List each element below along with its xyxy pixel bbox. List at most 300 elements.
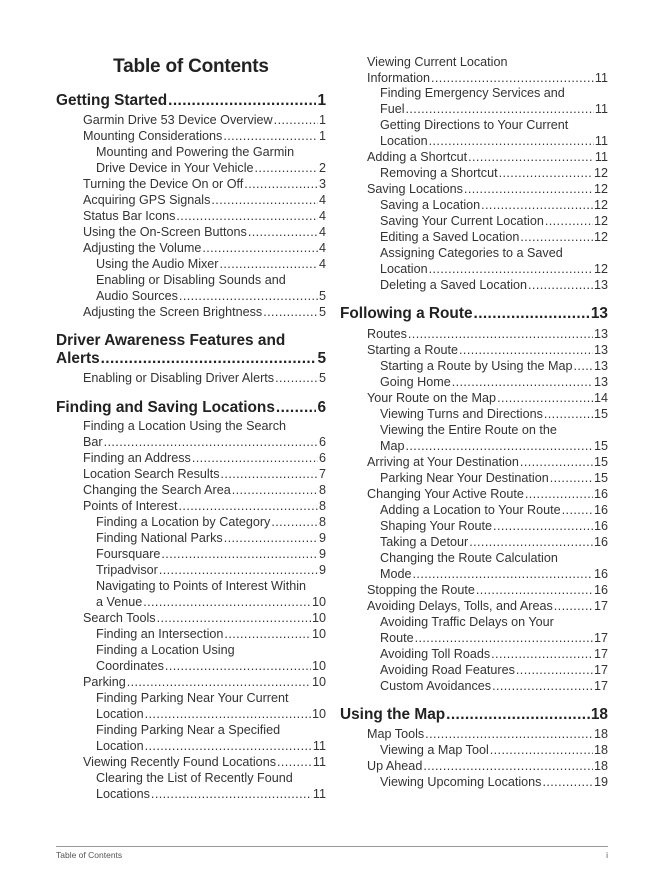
toc-dot-leader — [520, 455, 593, 471]
toc-section[interactable] — [83, 371, 326, 387]
toc-page-number: 9 — [318, 531, 326, 545]
toc-dot-leader — [179, 289, 318, 305]
toc-dot-leader — [223, 129, 318, 145]
toc-section[interactable] — [367, 455, 608, 471]
toc-page-number: 18 — [593, 743, 608, 757]
toc-page-number: 16 — [593, 535, 608, 549]
toc-entry-text: Map Tools — [367, 727, 425, 741]
toc-entry-text: Search Tools — [83, 611, 156, 625]
toc-section[interactable] — [367, 759, 608, 775]
toc-dot-leader — [159, 563, 318, 579]
toc-dot-leader — [431, 71, 594, 87]
toc-page-number: 5 — [317, 350, 326, 367]
toc-section[interactable] — [83, 419, 326, 451]
toc-entry-text: Arriving at Your Destination — [367, 455, 519, 469]
toc-entry-text: Up Ahead — [367, 759, 423, 773]
toc-entry-text: Getting Started — [56, 92, 168, 109]
toc-dot-leader — [202, 241, 318, 257]
toc-dot-leader — [104, 435, 318, 451]
toc-entry-text: Information — [367, 70, 430, 85]
toc-page-number: 11 — [312, 786, 326, 801]
toc-page-number: 16 — [593, 503, 608, 517]
toc-page-number: 12 — [593, 182, 608, 196]
toc-entry-text: Shaping Your Route — [380, 519, 493, 533]
toc-page-number: 1 — [318, 129, 326, 143]
toc-dot-leader — [127, 675, 311, 691]
toc-section[interactable] — [83, 675, 326, 691]
toc-page-number: 17 — [593, 679, 608, 693]
toc-subsection[interactable] — [380, 679, 608, 695]
toc-entry-text: Locations — [96, 786, 150, 801]
toc-section[interactable] — [83, 177, 326, 193]
toc-section[interactable] — [367, 391, 608, 407]
toc-section[interactable] — [83, 113, 326, 129]
toc-page-number: 18 — [590, 706, 608, 723]
toc-page-number: 6 — [317, 399, 326, 416]
toc-page-number: 13 — [593, 359, 608, 373]
toc-entry-text: Enabling or Disabling Sounds and — [96, 273, 286, 287]
toc-page-number: 8 — [318, 483, 326, 497]
toc-page-number: 10 — [311, 594, 326, 609]
toc-dot-leader — [464, 182, 593, 198]
toc-dot-leader — [192, 451, 318, 467]
toc-dot-leader — [459, 343, 593, 359]
toc-subsection[interactable] — [96, 579, 326, 611]
toc-page-number: 14 — [593, 391, 608, 405]
toc-section[interactable] — [83, 611, 326, 627]
toc-subsection[interactable] — [96, 547, 326, 563]
toc-entry-text: Bar — [83, 434, 103, 449]
toc-page-number: 10 — [311, 706, 326, 721]
toc-entry-text: Audio Sources — [96, 288, 178, 303]
toc-subsection[interactable] — [96, 145, 326, 177]
toc-section[interactable] — [83, 305, 326, 321]
toc-page-number: 15 — [593, 471, 608, 485]
footer-page-number: i — [606, 850, 608, 860]
toc-page-number: 9 — [318, 547, 326, 561]
toc-entry-text: Viewing Turns and Directions — [380, 407, 543, 421]
toc-entry-text: Finding Parking Near Your Current — [96, 691, 289, 705]
toc-page-number: 5 — [318, 288, 326, 303]
toc-chapter[interactable] — [340, 706, 608, 724]
toc-dot-leader — [545, 214, 593, 230]
toc-subsection[interactable] — [380, 647, 608, 663]
toc-entry-text: Taking a Detour — [380, 535, 469, 549]
toc-page-number: 4 — [318, 209, 326, 223]
toc-page-number: 12 — [593, 261, 608, 276]
toc-entry-text: Clearing the List of Recently Found — [96, 771, 293, 785]
toc-dot-leader — [274, 113, 318, 129]
toc-page-number: 18 — [593, 759, 608, 773]
toc-subsection[interactable] — [380, 214, 608, 230]
toc-entry-text: Custom Avoidances — [380, 679, 492, 693]
toc-entry-text: Finding an Intersection — [96, 627, 224, 641]
toc-dot-leader — [211, 193, 318, 209]
toc-page-number: 11 — [594, 70, 608, 85]
toc-dot-leader — [224, 531, 318, 547]
toc-subsection[interactable] — [380, 86, 608, 118]
toc-subsection[interactable] — [380, 198, 608, 214]
toc-entry-text: Fuel — [380, 101, 405, 116]
toc-dot-leader — [157, 611, 311, 627]
toc-dot-leader — [220, 257, 318, 273]
toc-dot-leader — [176, 209, 318, 225]
toc-page-number: 17 — [593, 599, 608, 613]
toc-entry-text: Mounting Considerations — [83, 129, 223, 143]
toc-entry-text: Adding a Shortcut — [367, 150, 468, 164]
toc-page-number: 16 — [593, 487, 608, 501]
toc-page-number: 13 — [593, 343, 608, 357]
toc-subsection[interactable] — [380, 230, 608, 246]
toc-entry-text: Saving Locations — [367, 182, 463, 196]
toc-dot-leader — [143, 595, 311, 611]
toc-section[interactable] — [83, 129, 326, 145]
page-footer — [56, 846, 608, 860]
toc-entry-text: a Venue — [96, 594, 143, 609]
toc-section[interactable] — [83, 241, 326, 257]
toc-page-number: 13 — [590, 305, 608, 322]
toc-page-number: 5 — [318, 305, 326, 319]
toc-page-number: 9 — [318, 563, 326, 577]
toc-subsection[interactable] — [96, 627, 326, 643]
toc-entry-text: Routes — [367, 327, 407, 341]
toc-entry-text: Adjusting the Volume — [83, 241, 202, 255]
toc-page-number: 8 — [318, 499, 326, 513]
toc-dot-leader — [520, 230, 593, 246]
toc-entry-text: Parking Near Your Destination — [380, 471, 549, 485]
toc-entry-text: Tripadvisor — [96, 563, 158, 577]
toc-entry-text: Your Route on the Map — [367, 391, 497, 405]
toc-entry-text: Finding an Address — [83, 451, 191, 465]
toc-subsection[interactable] — [380, 166, 608, 182]
toc-entry-text: Finding a Location by Category — [96, 515, 271, 529]
toc-chapter[interactable] — [56, 332, 326, 368]
toc-subsection[interactable] — [380, 359, 608, 375]
toc-dot-leader — [244, 177, 318, 193]
toc-dot-leader — [516, 663, 593, 679]
toc-dot-leader — [248, 225, 318, 241]
toc-dot-leader — [429, 134, 594, 150]
toc-entry-text: Navigating to Points of Interest Within — [96, 579, 306, 593]
toc-page-number: 15 — [593, 407, 608, 421]
toc-page-number: 5 — [318, 371, 326, 385]
toc-subsection[interactable] — [380, 519, 608, 535]
toc-dot-leader — [481, 198, 593, 214]
toc-dot-leader — [255, 161, 318, 177]
toc-entry-text: Viewing the Entire Route on the — [380, 423, 557, 437]
toc-page-number: 6 — [318, 451, 326, 465]
toc-entry-text: Avoiding Toll Roads — [380, 647, 491, 661]
toc-entry-text: Mounting and Powering the Garmin — [96, 145, 295, 159]
toc-dot-leader — [491, 647, 593, 663]
toc-subsection[interactable] — [380, 246, 608, 278]
toc-entry-text: Viewing Current Location — [367, 55, 508, 69]
toc-dot-leader — [429, 262, 593, 278]
toc-page-number: 4 — [318, 225, 326, 239]
toc-subsection[interactable] — [380, 775, 608, 791]
toc-entry-text: Going Home — [380, 375, 451, 389]
toc-dot-leader — [469, 535, 593, 551]
toc-dot-leader — [562, 503, 593, 519]
toc-dot-leader — [413, 567, 593, 583]
toc-dot-leader — [101, 350, 317, 368]
toc-page-number: 12 — [593, 166, 608, 180]
toc-section[interactable] — [83, 225, 326, 241]
toc-entry-text: Avoiding Delays, Tolls, and Areas — [367, 599, 553, 613]
toc-page-number: 13 — [593, 327, 608, 341]
toc-subsection[interactable] — [380, 503, 608, 519]
toc-entry-text: Using the On-Screen Buttons — [83, 225, 247, 239]
toc-dot-leader — [492, 679, 593, 695]
toc-entry-text: Saving a Location — [380, 198, 481, 212]
toc-section[interactable] — [367, 182, 608, 198]
toc-entry-text: Alerts — [56, 350, 100, 367]
toc-entry-text: Location — [380, 133, 428, 148]
toc-page-number: 12 — [593, 230, 608, 244]
toc-entry-text: Acquiring GPS Signals — [83, 193, 211, 207]
toc-entry-text: Removing a Shortcut — [380, 166, 498, 180]
toc-entry-text: Turning the Device On or Off — [83, 177, 244, 191]
toc-subsection[interactable] — [380, 375, 608, 391]
toc-subsection[interactable] — [96, 257, 326, 273]
toc-subsection[interactable] — [380, 615, 608, 647]
toc-page-number: 1 — [317, 92, 326, 109]
toc-entry-text: Starting a Route by Using the Map — [380, 359, 573, 373]
toc-entry-text: Route — [380, 630, 414, 645]
toc-dot-leader — [276, 399, 317, 417]
toc-subsection[interactable] — [380, 551, 608, 583]
toc-page-number: 10 — [311, 675, 326, 689]
toc-dot-leader — [574, 359, 593, 375]
toc-entry-text: Finding a Location Using — [96, 643, 235, 657]
toc-chapter[interactable] — [340, 305, 608, 323]
toc-page-number: 7 — [318, 467, 326, 481]
toc-section[interactable] — [83, 209, 326, 225]
toc-page-number: 17 — [593, 630, 608, 645]
toc-subsection[interactable] — [380, 743, 608, 759]
toc-dot-leader — [468, 150, 594, 166]
toc-subsection[interactable] — [96, 643, 326, 675]
toc-entry-text: Mode — [380, 566, 412, 581]
toc-subsection[interactable] — [96, 563, 326, 579]
toc-dot-leader — [165, 659, 311, 675]
toc-section[interactable] — [83, 755, 326, 771]
toc-dot-leader — [550, 471, 593, 487]
toc-chapter[interactable] — [56, 399, 326, 417]
page-title: Table of Contents — [113, 56, 269, 77]
toc-entry-text: Coordinates — [96, 658, 164, 673]
toc-entry-text: Finding a Location Using the Search — [83, 419, 287, 433]
toc-dot-leader — [275, 371, 318, 387]
toc-entry-text: Finding Parking Near a Specified — [96, 723, 281, 737]
toc-page-number: 12 — [593, 198, 608, 212]
toc-subsection[interactable] — [380, 663, 608, 679]
toc-entry-text: Drive Device in Your Vehicle — [96, 160, 254, 175]
toc-dot-leader — [406, 102, 594, 118]
toc-page-number: 10 — [311, 611, 326, 625]
toc-entry-text: Using the Audio Mixer — [96, 257, 219, 271]
toc-section[interactable] — [367, 55, 608, 87]
toc-dot-leader — [528, 278, 593, 294]
toc-entry-text: Enabling or Disabling Driver Alerts — [83, 371, 275, 385]
toc-entry-text: Status Bar Icons — [83, 209, 176, 223]
toc-page-number: 4 — [318, 257, 326, 271]
toc-subsection[interactable] — [380, 423, 608, 455]
toc-page-number: 10 — [311, 658, 326, 673]
toc-page-number: 11 — [312, 738, 326, 753]
toc-page-number: 17 — [593, 663, 608, 677]
toc-page-number: 1 — [318, 113, 326, 127]
toc-dot-leader — [232, 483, 318, 499]
toc-entry-text: Location — [96, 738, 144, 753]
toc-dot-leader — [151, 787, 312, 803]
toc-entry-text: Location — [380, 261, 428, 276]
toc-page-number: 3 — [318, 177, 326, 191]
toc-page-number: 16 — [593, 519, 608, 533]
toc-entry-text: Assigning Categories to a Saved — [380, 246, 563, 260]
toc-dot-leader — [446, 706, 590, 724]
toc-dot-leader — [277, 755, 312, 771]
toc-entry-text: Avoiding Road Features — [380, 663, 515, 677]
toc-entry-text: Location — [96, 706, 144, 721]
toc-entry-text: Editing a Saved Location — [380, 230, 520, 244]
toc-entry-text: Getting Directions to Your Current — [380, 118, 569, 132]
toc-subsection[interactable] — [96, 515, 326, 531]
toc-entry-text: Adjusting the Screen Brightness — [83, 305, 263, 319]
toc-page-number: 6 — [318, 434, 326, 449]
toc-section[interactable] — [367, 327, 608, 343]
toc-entry-text: Finding Emergency Services and — [380, 86, 565, 100]
toc-entry-text: Using the Map — [340, 706, 446, 723]
toc-dot-leader — [497, 391, 593, 407]
toc-page-number: 16 — [593, 566, 608, 581]
toc-dot-leader — [474, 305, 590, 323]
toc-entry-text: Finding National Parks — [96, 531, 223, 545]
toc-subsection[interactable] — [380, 471, 608, 487]
toc-dot-leader — [145, 739, 312, 755]
toc-page-number: 11 — [312, 755, 326, 769]
toc-entry-text: Viewing Upcoming Locations — [380, 775, 542, 789]
toc-subsection[interactable] — [380, 535, 608, 551]
toc-section[interactable] — [83, 467, 326, 483]
toc-subsection[interactable] — [96, 691, 326, 723]
toc-page-number: 15 — [593, 438, 608, 453]
toc-dot-leader — [415, 631, 593, 647]
toc-dot-leader — [490, 743, 593, 759]
toc-entry-text: Starting a Route — [367, 343, 459, 357]
toc-subsection[interactable] — [380, 118, 608, 150]
toc-page-number: 13 — [593, 278, 608, 292]
toc-dot-leader — [452, 375, 593, 391]
toc-dot-leader — [263, 305, 318, 321]
toc-section[interactable] — [367, 343, 608, 359]
toc-page-number: 15 — [593, 455, 608, 469]
toc-page-number: 17 — [593, 647, 608, 661]
toc-dot-leader — [161, 547, 318, 563]
toc-page-number: 10 — [311, 627, 326, 641]
toc-section[interactable] — [83, 193, 326, 209]
toc-page-number: 4 — [318, 193, 326, 207]
toc-section[interactable] — [367, 727, 608, 743]
toc-dot-leader — [544, 407, 593, 423]
toc-entry-text: Adding a Location to Your Route — [380, 503, 561, 517]
toc-dot-leader — [168, 92, 316, 110]
toc-page-number: 12 — [593, 214, 608, 228]
toc-entry-text: Points of Interest — [83, 499, 178, 513]
toc-subsection[interactable] — [380, 278, 608, 294]
toc-dot-leader — [221, 467, 318, 483]
toc-entry-text: Finding and Saving Locations — [56, 399, 275, 416]
toc-page-number: 8 — [318, 515, 326, 529]
toc-entry-text: Changing the Route Calculation — [380, 551, 558, 565]
toc-subsection[interactable] — [96, 273, 326, 305]
toc-entry-text: Saving Your Current Location — [380, 214, 544, 228]
toc-entry-text: Changing Your Active Route — [367, 487, 524, 501]
toc-dot-leader — [425, 727, 593, 743]
toc-dot-leader — [476, 583, 593, 599]
toc-subsection[interactable] — [96, 531, 326, 547]
toc-dot-leader — [493, 519, 593, 535]
toc-entry-text: Viewing a Map Tool — [380, 743, 489, 757]
toc-entry-text: Avoiding Traffic Delays on Your — [380, 615, 554, 629]
toc-entry-text: Deleting a Saved Location — [380, 278, 528, 292]
toc-subsection[interactable] — [96, 771, 326, 803]
toc-page-number: 11 — [594, 101, 608, 116]
toc-page-number: 19 — [593, 775, 608, 789]
toc-entry-text: Foursquare — [96, 547, 161, 561]
toc-entry-text: Changing the Search Area — [83, 483, 231, 497]
toc-subsection[interactable] — [96, 723, 326, 755]
toc-section[interactable] — [83, 483, 326, 499]
toc-page-number: 16 — [593, 583, 608, 597]
toc-entry-text: Location Search Results — [83, 467, 220, 481]
toc-page-number: 18 — [593, 727, 608, 741]
toc-dot-leader — [542, 775, 593, 791]
toc-dot-leader — [423, 759, 593, 775]
toc-dot-leader — [525, 487, 593, 503]
toc-section[interactable] — [367, 583, 608, 599]
toc-section[interactable] — [83, 499, 326, 515]
footer-section-label: Table of Contents — [56, 850, 123, 860]
toc-dot-leader — [145, 707, 311, 723]
toc-entry-text: Viewing Recently Found Locations — [83, 755, 276, 769]
toc-page-number: 11 — [594, 150, 608, 164]
toc-dot-leader — [408, 327, 593, 343]
toc-chapter[interactable] — [56, 92, 326, 110]
toc-page-number: 2 — [318, 160, 326, 175]
toc-dot-leader — [179, 499, 318, 515]
toc-entry-text: Driver Awareness Features and — [56, 332, 286, 349]
toc-dot-leader — [499, 166, 593, 182]
toc-section[interactable] — [83, 451, 326, 467]
toc-entry-text: Following a Route — [340, 305, 473, 322]
toc-entry-text: Parking — [83, 675, 126, 689]
toc-dot-leader — [224, 627, 311, 643]
toc-entry-text: Map — [380, 438, 405, 453]
toc-dot-leader — [271, 515, 318, 531]
toc-subsection[interactable] — [380, 407, 608, 423]
toc-dot-leader — [554, 599, 593, 615]
toc-entry-text: Garmin Drive 53 Device Overview — [83, 113, 273, 127]
toc-entry-text: Stopping the Route — [367, 583, 475, 597]
toc-page-number: 13 — [593, 375, 608, 389]
toc-section[interactable] — [367, 487, 608, 503]
toc-section[interactable] — [367, 599, 608, 615]
toc-page-number: 4 — [318, 241, 326, 255]
toc-section[interactable] — [367, 150, 608, 166]
toc-page-number: 11 — [594, 133, 608, 148]
toc-dot-leader — [406, 439, 593, 455]
